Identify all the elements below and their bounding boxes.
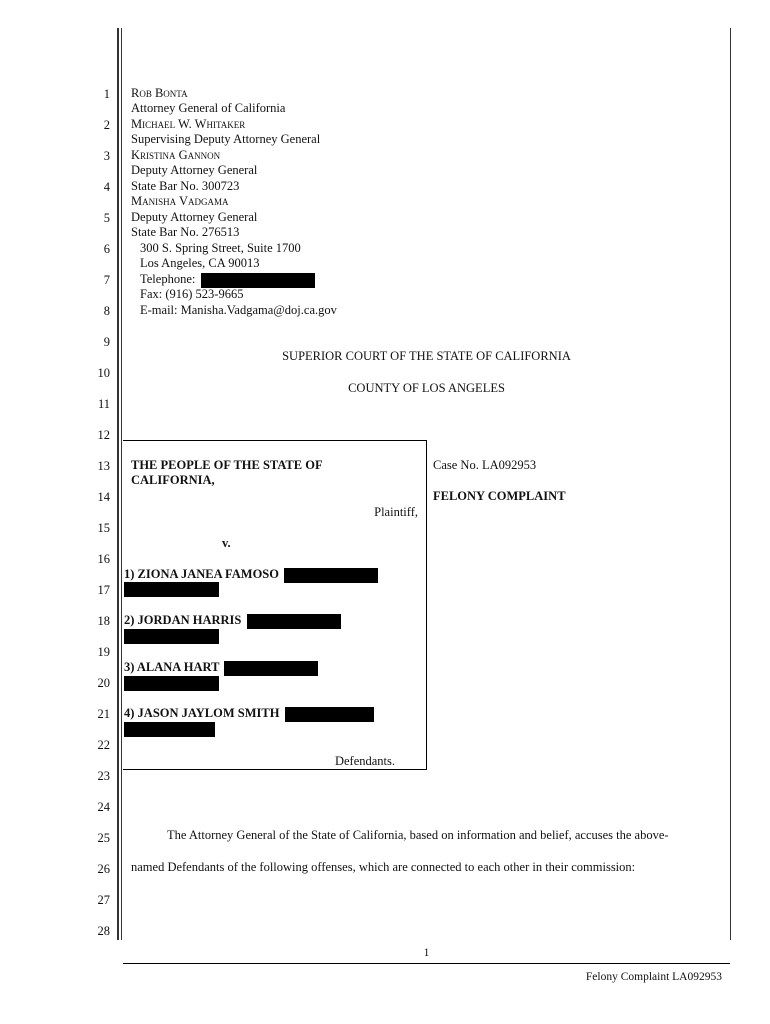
deputy-attorney-bar-number: State Bar No. 300723 xyxy=(131,179,240,193)
attorney-general-title: Attorney General of California xyxy=(131,101,286,115)
telephone-line xyxy=(140,272,315,288)
redaction-block xyxy=(124,676,219,691)
case-number: Case No. LA092953 xyxy=(433,458,537,472)
plaintiff-name: THE PEOPLE OF THE STATE OF xyxy=(131,458,323,472)
body-paragraph-line: The Attorney General of the State of California, based on information and belief, accuses the above- xyxy=(167,828,669,842)
line-number: 25 xyxy=(97,831,110,845)
plaintiff-name: CALIFORNIA, xyxy=(131,473,215,487)
defendants-label: Defendants. xyxy=(334,754,395,768)
footer-document-label: Felony Complaint LA092953 xyxy=(585,971,722,983)
line-number: 9 xyxy=(103,335,110,349)
redaction-block xyxy=(124,629,219,644)
line-number: 24 xyxy=(97,800,110,814)
footer-rule xyxy=(123,963,730,964)
defendant-entry xyxy=(124,567,378,583)
defendant-name: 1) ZIONA JANEA FAMOSO xyxy=(124,567,279,581)
line-number: 3 xyxy=(103,149,110,163)
redaction-block xyxy=(124,582,219,597)
line-number: 26 xyxy=(97,862,110,876)
deputy-attorney-name: Kristina Gannon xyxy=(131,148,221,162)
page-number: 1 xyxy=(423,947,430,959)
deputy-attorney-title: Deputy Attorney General xyxy=(131,210,258,224)
line-number: 1 xyxy=(103,87,110,101)
line-number: 28 xyxy=(97,924,110,938)
email-line: E-mail: Manisha.Vadgama@doj.ca.gov xyxy=(140,303,337,317)
line-number: 19 xyxy=(97,645,110,659)
defendant-entry xyxy=(124,706,374,722)
defendant-entry xyxy=(124,660,318,676)
line-number: 6 xyxy=(103,242,110,256)
defendant-name: 4) JASON JAYLOM SMITH xyxy=(124,706,280,720)
redaction-block xyxy=(285,707,374,722)
redaction-block xyxy=(224,661,318,676)
deputy-attorney-title: Deputy Attorney General xyxy=(131,163,258,177)
court-county: COUNTY OF LOS ANGELES xyxy=(348,381,505,395)
supervising-attorney-title: Supervising Deputy Attorney General xyxy=(131,132,321,146)
telephone-label: Telephone: xyxy=(140,272,196,286)
court-name: SUPERIOR COURT OF THE STATE OF CALIFORNIA xyxy=(282,349,571,363)
line-number: 15 xyxy=(97,521,110,535)
line-number: 13 xyxy=(97,459,110,473)
left-margin-rule-inner xyxy=(121,28,122,940)
line-number: 14 xyxy=(97,490,110,504)
line-number: 21 xyxy=(97,707,110,721)
line-number: 18 xyxy=(97,614,110,628)
deputy-attorney-bar-number: State Bar No. 276513 xyxy=(131,225,240,239)
defendant-name: 3) ALANA HART xyxy=(124,660,220,674)
attorney-general-name: Rob Bonta xyxy=(131,86,188,100)
redaction-block xyxy=(247,614,341,629)
deputy-attorney-name: Manisha Vadgama xyxy=(131,194,229,208)
right-margin-rule xyxy=(730,28,731,940)
redaction-block xyxy=(201,273,315,288)
line-number: 17 xyxy=(97,583,110,597)
versus-label: v. xyxy=(222,536,231,550)
line-number: 8 xyxy=(103,304,110,318)
redaction-block xyxy=(284,568,378,583)
line-number: 12 xyxy=(97,428,110,442)
line-number: 2 xyxy=(103,118,110,132)
supervising-attorney-name: Michael W. Whitaker xyxy=(131,117,246,131)
line-number: 4 xyxy=(103,180,110,194)
line-number: 10 xyxy=(97,366,110,380)
line-number: 23 xyxy=(97,769,110,783)
line-number: 20 xyxy=(97,676,110,690)
address-line: Los Angeles, CA 90013 xyxy=(140,256,260,270)
line-number: 27 xyxy=(97,893,110,907)
fax-line: Fax: (916) 523-9665 xyxy=(140,287,244,301)
redaction-block xyxy=(124,722,215,737)
address-line: 300 S. Spring Street, Suite 1700 xyxy=(140,241,301,255)
left-margin-rule-outer xyxy=(117,28,119,940)
line-number: 5 xyxy=(103,211,110,225)
line-number: 16 xyxy=(97,552,110,566)
plaintiff-label: Plaintiff, xyxy=(374,505,418,519)
line-number: 7 xyxy=(103,273,110,287)
defendant-entry xyxy=(124,613,341,629)
defendant-name: 2) JORDAN HARRIS xyxy=(124,613,242,627)
line-number: 11 xyxy=(97,397,110,411)
body-paragraph-line: named Defendants of the following offenses, which are connected to each other in their commission: xyxy=(131,860,636,874)
document-title: FELONY COMPLAINT xyxy=(433,489,566,503)
line-number: 22 xyxy=(97,738,110,752)
